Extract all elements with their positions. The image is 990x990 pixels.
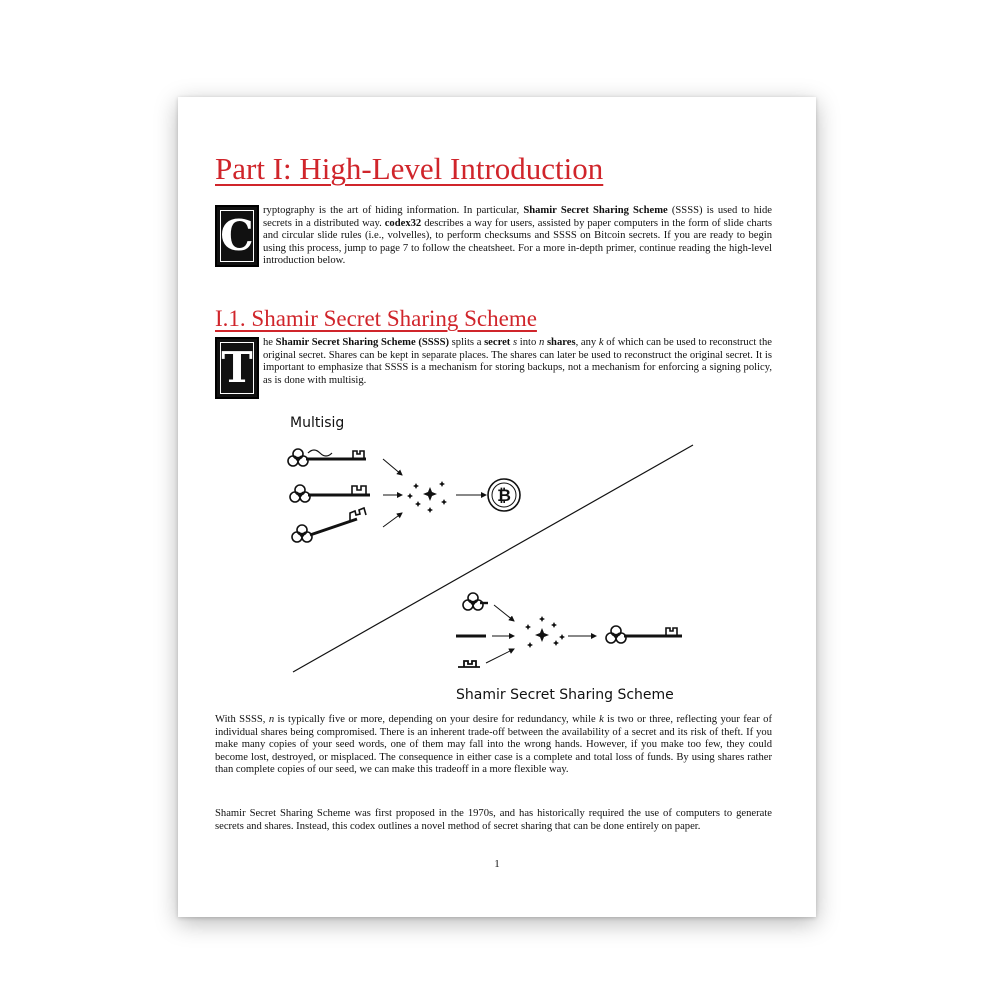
- multisig-vs-ssss-diagram: [278, 437, 708, 687]
- divider-line: [293, 445, 693, 672]
- key-icon: [456, 635, 486, 638]
- key-icon: [606, 626, 682, 643]
- key-icon: [458, 661, 480, 667]
- key-icon: [292, 508, 366, 542]
- sparkle-icon: [407, 481, 447, 513]
- dropcap-c-ornament: C: [215, 205, 259, 267]
- svg-text:₿: ₿: [497, 486, 511, 506]
- tradeoff-paragraph: With SSSS, n is typically five or more, depending on your desire for redundancy, while k is two or three, reflecting your fear of individual shares being compromised. There is an inherent trade-off between the availability of a secret and its risk of theft. If you make many copies of your seed words, one of them may fall into the wrong hands. However, if you make too few, they could become lost, destroyed, or misplaced. The consequence in either case is a complete and total loss of funds. By using shares rather than complete copies of our seed, we can make this tradeoff in a more flexible way.: [215, 714, 772, 776]
- ssss-label: Shamir Secret Sharing Scheme: [456, 687, 674, 703]
- history-paragraph: Shamir Secret Sharing Scheme was first proposed in the 1970s, and has historically required the use of computers to generate secrets and shares. Instead, this codex outlines a novel method of secret sharing that can be done entirely on paper.: [215, 808, 772, 832]
- sparkle-icon: [525, 616, 565, 648]
- ssss-paragraph: T he Shamir Secret Sharing Scheme (SSSS) splits a secret s into n shares, any k of which can be used to reconstruct the original secret. Shares can be kept in separate places. The shares can later be used to reconstruct the original secret. It is important to emphasize that SSSS is a mechanism for storing backups, not a mechanism for enforcing a signing policy, as is done with multisig.: [215, 337, 772, 399]
- document-page: [178, 97, 816, 917]
- intro-paragraph: C ryptography is the art of hiding information. In particular, Shamir Secret Sharing Scheme (SSSS) is used to hide secrets in a distributed way. codex32 describes a way for users, assisted by paper computers in the form of slide charts and circular slide rules (i.e., volvelles), to perform checksums and SSSS on Bitcoin secrets. If you are ready to begin using this process, jump to page 7 to follow the cheatsheet. For a more in-depth primer, continue reading the high-level introduction below.: [215, 205, 772, 268]
- page-number: 1: [494, 858, 500, 870]
- key-icon: [288, 449, 366, 466]
- multisig-label: Multisig: [290, 415, 345, 431]
- key-icon: [463, 593, 488, 610]
- part-heading: Part I: High-Level Introduction: [215, 151, 604, 186]
- dropcap-t-ornament: T: [215, 337, 259, 399]
- key-icon: [290, 485, 370, 502]
- bitcoin-icon: [488, 479, 520, 511]
- section-heading: I.1. Shamir Secret Sharing Scheme: [215, 306, 537, 331]
